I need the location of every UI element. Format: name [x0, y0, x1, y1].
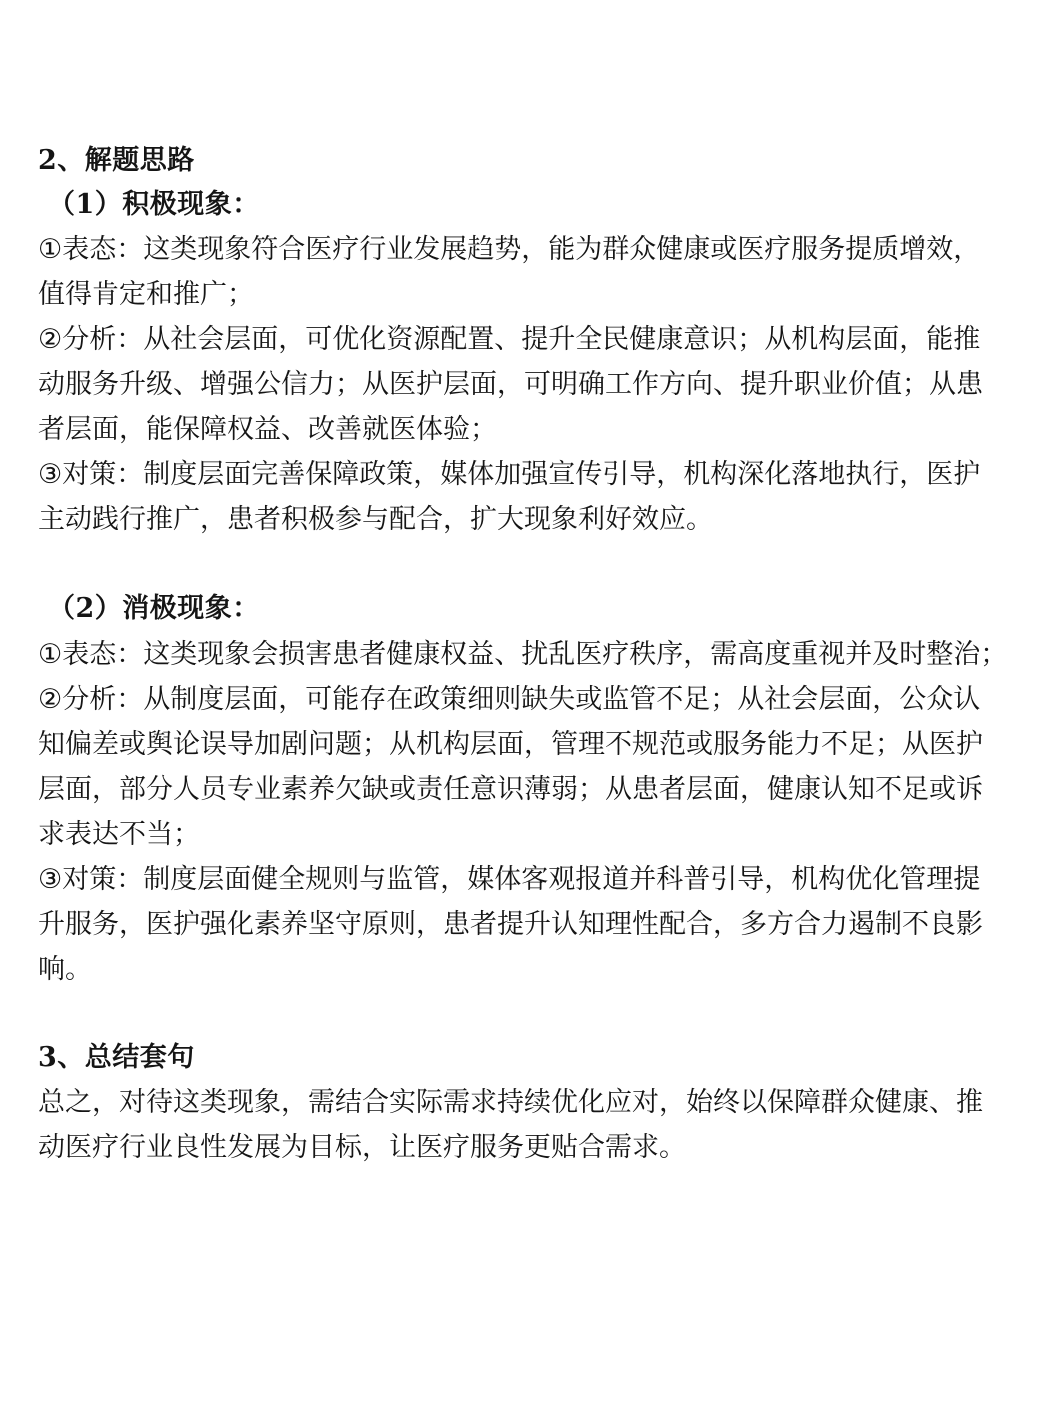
summary-line-1: 总之，对待这类现象，需结合实际需求持续优化应对，始终以保障群众健康、推 — [38, 1087, 983, 1118]
section-2-heading: 2、解题思路 — [38, 145, 195, 176]
positive-line-3: ②分析：从社会层面，可优化资源配置、提升全民健康意识；从机构层面，能推 — [38, 324, 981, 355]
positive-line-7: 主动践行推广，患者积极参与配合，扩大现象利好效应。 — [38, 504, 713, 535]
negative-line-2: ②分析：从制度层面，可能存在政策细则缺失或监管不足；从社会层面，公众认 — [38, 684, 981, 715]
positive-line-6: ③对策：制度层面完善保障政策，媒体加强宣传引导，机构深化落地执行，医护 — [38, 459, 981, 490]
positive-line-2: 值得肯定和推广； — [38, 279, 254, 310]
negative-line-4: 层面，部分人员专业素养欠缺或责任意识薄弱；从患者层面，健康认知不足或诉 — [38, 774, 983, 805]
negative-line-1: ①表态：这类现象会损害患者健康权益、扰乱医疗秩序，需高度重视并及时整治； — [38, 639, 1008, 670]
positive-phenomenon-heading: （1）积极现象： — [48, 189, 260, 220]
positive-line-1: ①表态：这类现象符合医疗行业发展趋势，能为群众健康或医疗服务提质增效， — [38, 234, 981, 265]
negative-phenomenon-heading: （2）消极现象： — [48, 593, 260, 624]
section-3-heading: 3、总结套句 — [38, 1042, 195, 1073]
negative-line-6: ③对策：制度层面健全规则与监管，媒体客观报道并科普引导，机构优化管理提 — [38, 864, 981, 895]
negative-line-3: 知偏差或舆论误导加剧问题；从机构层面，管理不规范或服务能力不足；从医护 — [38, 729, 983, 760]
negative-line-7: 升服务，医护强化素养坚守原则，患者提升认知理性配合，多方合力遏制不良影 — [38, 909, 983, 940]
positive-line-5: 者层面，能保障权益、改善就医体验； — [38, 414, 497, 445]
negative-line-5: 求表达不当； — [38, 819, 200, 850]
summary-line-2: 动医疗行业良性发展为目标，让医疗服务更贴合需求。 — [38, 1132, 686, 1163]
positive-line-4: 动服务升级、增强公信力；从医护层面，可明确工作方向、提升职业价值；从患 — [38, 369, 983, 400]
negative-line-8: 响。 — [38, 954, 92, 985]
